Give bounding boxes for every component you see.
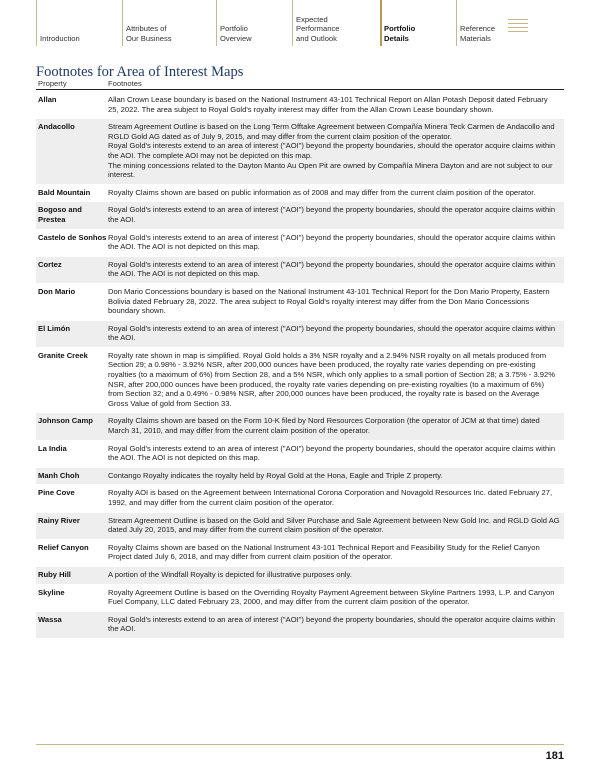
footnote-paragraph: Royal Gold's interests extend to an area of interest ("AOI") beyond the property boundaries, should the operator acquire claims within the AOI. — [108, 614, 556, 634]
footnote-paragraph: Royal Gold's interests extend to an area of interest ("AOI") beyond the property boundaries, should the operator acquire claims within the AOI. — [108, 323, 556, 343]
table-row — [36, 119, 564, 185]
footnote-paragraph: The mining concessions related to the Dayton Manto Au Open Pit are owned by Compañía Minera Dayton and are not subject to our interest. — [108, 160, 553, 180]
nav-tab-1[interactable] — [122, 0, 216, 46]
nav-tab-label: Reference Materials — [460, 24, 496, 43]
table-row — [36, 202, 564, 229]
nav-tab-label: Attributes of Our Business — [126, 24, 172, 43]
footnote-paragraph: Royalty Claims shown are based on public information as of 2008 and may differ from the current claim position of the operator. — [108, 187, 536, 197]
table-row — [36, 92, 564, 119]
footnote-text — [108, 588, 564, 607]
footnote-paragraph: Royal Gold's interests extend to an area of interest ("AOI") beyond the property boundaries, should the operator acquire claims within the AOI. The AOI is not depicted on this map. — [108, 259, 556, 279]
nav-tab-label: Portfolio Details — [384, 24, 416, 43]
footnote-text — [108, 188, 564, 198]
footnote-paragraph: Contango Royalty indicates the royalty held by Royal Gold at the Hona, Eagle and Triple Z property. — [108, 470, 443, 480]
property-name: Pine Cove — [38, 488, 75, 498]
footnote-paragraph: Royal Gold's interests extend to an area of interest ("AOI") beyond the property boundaries, should the operator acquire claims within the AOI. The complete AOI may not be depicted on this map. — [108, 141, 556, 160]
footnote-paragraph: Royal Gold's interests extend to an area of interest ("AOI") beyond the property boundaries, should the operator acquire claims within the AOI. The AOI is not depicted on this map. — [108, 232, 556, 252]
table-row — [36, 441, 564, 468]
footnote-text — [108, 95, 564, 114]
hamburger-menu-icon[interactable] — [508, 19, 528, 35]
table-row — [36, 321, 564, 348]
nav-tab-4[interactable] — [380, 0, 456, 46]
footnote-paragraph: Royal Gold's interests extend to an area of interest ("AOI") beyond the property boundaries, should the operator acquire claims within the AOI. — [108, 205, 556, 224]
nav-tab-2[interactable] — [216, 0, 292, 46]
footnote-paragraph: Royalty Agreement Outline is based on the Overriding Royalty Payment Agreement between Skyline Partners 1993, L.P. and Canyon Fuel Company, LLC dated February 23, 2000, and may differ from the current claim position of the operator. — [108, 587, 555, 607]
table-row — [36, 612, 564, 639]
footer-divider — [36, 744, 564, 745]
property-name: Wassa — [38, 614, 62, 624]
table-row — [36, 468, 564, 486]
footnote-paragraph: A portion of the Windfall Royalty is depicted for illustrative purposes only. — [108, 569, 352, 579]
page-title: Footnotes for Area of Interest Maps — [36, 64, 244, 80]
footnote-paragraph: Royalty AOI is based on the Agreement between International Corona Corporation and Novagold Resources Inc. dated February 27, 1992, and may differ from the current claim position of the operator. — [108, 488, 553, 507]
footnote-text — [108, 416, 564, 435]
property-name: Andacollo — [38, 122, 75, 132]
footnote-text — [108, 444, 564, 463]
table-row — [36, 485, 564, 512]
property-name: Ruby Hill — [38, 569, 71, 579]
table-row — [36, 230, 564, 257]
footnote-paragraph: Royalty Claims shown are based on the Form 10-K filed by Nord Resources Corporation (the operator of JCM at that time) dated March 31, 2010, and may differ from the current claim position of the operator. — [108, 416, 540, 436]
property-name: El Limón — [38, 323, 71, 333]
footnote-paragraph: Stream Agreement Outline is based on the Gold and Silver Purchase and Sale Agreement between New Gold Inc. and RGLD Gold AG dated July 20, 2015, and may differ from the current claim position of the operator. — [108, 515, 560, 535]
table-row — [36, 567, 564, 585]
table-row — [36, 585, 564, 612]
table-header — [36, 79, 564, 90]
property-name: Relief Canyon — [38, 542, 89, 552]
footnote-text — [108, 324, 564, 343]
footnote-text — [108, 615, 564, 634]
property-name: Rainy River — [38, 515, 80, 525]
footnote-text — [108, 570, 564, 580]
column-header-footnotes: Footnotes — [108, 79, 142, 88]
property-name: Johnson Camp — [38, 416, 93, 426]
property-name: Skyline — [38, 587, 65, 597]
table-row — [36, 413, 564, 440]
column-header-property: Property — [38, 79, 67, 88]
property-name: Allan — [38, 95, 57, 104]
footnote-text — [108, 543, 564, 562]
property-name: Granite Creek — [38, 350, 88, 360]
footnote-text — [108, 351, 564, 409]
property-name: Bogoso and Prestea — [38, 205, 82, 224]
footnote-text — [108, 488, 564, 507]
table-row — [36, 185, 564, 203]
property-name: Cortez — [38, 259, 62, 269]
page-number: 181 — [545, 750, 564, 762]
table-row — [36, 513, 564, 540]
table-row — [36, 257, 564, 284]
footnote-text — [108, 516, 564, 535]
section-nav — [36, 0, 570, 46]
property-name: Manh Choh — [38, 470, 80, 480]
nav-tab-label: Introduction — [40, 33, 80, 43]
nav-tab-label: Portfolio Overview — [220, 24, 252, 43]
footnote-paragraph: Royalty rate shown in map is simplified. Royal Gold holds a 3% NSR royalty and a 2.94% NSR royalty on all metals produced from Section 29; a 0.98% - 3.92% NSR, after 200,000 ounces have been produced, the royalty rate varies depending on pre-existing royalties (to a maximum of 6%) from Section 28, and a 5% NSR, which only applies to a small portion of Section 28; a 3.75% - 3.92% NSR, after 200,000 ounces have been produced, the royalty rate varies depending on pre-existing royalties (to a maximum of 6%) from Section 32; and a 0.49% - 0.98% NSR, after 200,000 ounces have been produced, the royalty rate is based on the Average Gross Value of gold from Section 33. — [108, 350, 555, 408]
property-name: La India — [38, 443, 67, 453]
property-name: Don Mario — [38, 286, 76, 296]
footnote-paragraph: Royalty Claims shown are based on the National Instrument 43-101 Technical Report and Feasibility Study for the Relief Canyon Project dated July 6, 2018, and may differ from current claim position of the operator. — [108, 542, 540, 562]
footnote-paragraph: Stream Agreement Outline is based on the Long Term Offtake Agreement between Compañía Minera Teck Carmen de Andacollo and RGLD Gold AG dated as of July 9, 2015, and may differ from the current claim position of the operator. — [108, 122, 555, 141]
footnotes-table — [36, 92, 564, 639]
footnote-text — [108, 233, 564, 252]
nav-tab-label: Expected Performance and Outlook — [296, 14, 340, 43]
property-name: Bald Mountain — [38, 187, 91, 197]
footnote-text — [108, 471, 564, 481]
footnote-paragraph: Don Mario Concessions boundary is based on the National Instrument 43-101 Technical Report for the Don Mario Property, Eastern Bolivia dated February 28, 2022. The area subject to Royal Gold's royalty interest may differ from the Don Mario Concessions boundary shown. — [108, 286, 550, 316]
footnote-text — [108, 122, 564, 180]
nav-tab-3[interactable] — [292, 0, 380, 46]
table-row — [36, 540, 564, 567]
footnote-text — [108, 287, 564, 316]
property-name: Castelo de Sonhos — [38, 232, 107, 242]
footnote-text — [108, 205, 564, 224]
nav-tab-0[interactable] — [36, 0, 122, 46]
table-row — [36, 284, 564, 321]
footnote-paragraph: Royal Gold's interests extend to an area of interest ("AOI") beyond the property boundaries, should the operator acquire claims within the AOI. The AOI is not depicted on this map. — [108, 443, 556, 463]
footnote-text — [108, 260, 564, 279]
footnote-paragraph: Allan Crown Lease boundary is based on the National Instrument 43-101 Technical Report on Allan Potash Deposit dated February 25, 2022. The area subject to Royal Gold's royalty interest may differ from the Allan Crown Lease boundary shown. — [108, 95, 548, 114]
table-row — [36, 348, 564, 414]
